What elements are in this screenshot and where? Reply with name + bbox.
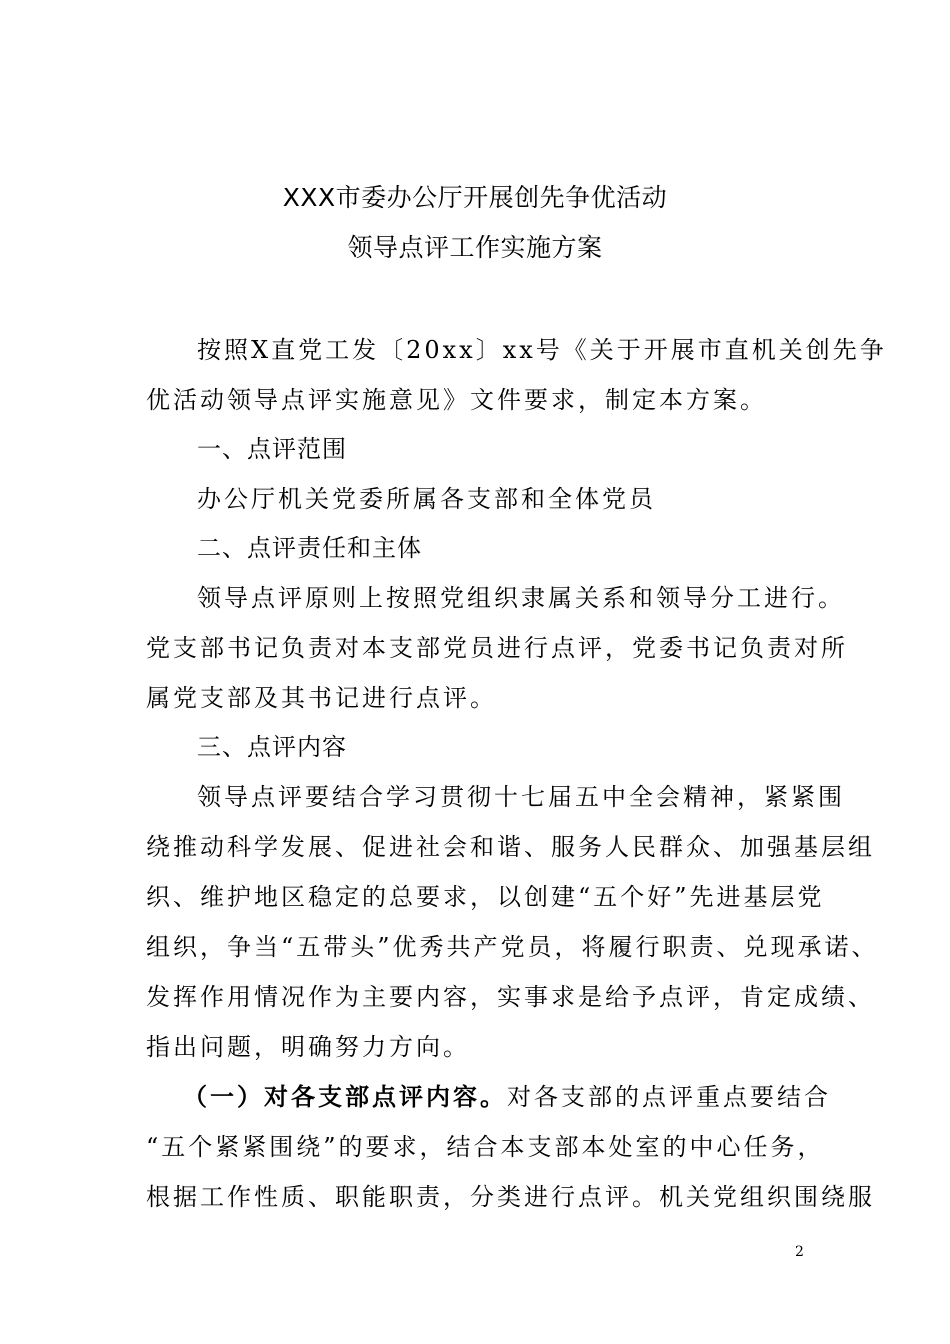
section-3-line-2: 绕推动科学发展、促进社会和谐、服务人民群众、加强基层组 <box>146 833 875 861</box>
section-3-heading: 三、点评内容 <box>197 733 347 761</box>
subsection-1-bold-lead: （一）对各支部点评内容。 <box>183 1082 507 1111</box>
section-1-heading: 一、点评范围 <box>197 435 347 463</box>
subsection-1-line-1 <box>183 1081 831 1113</box>
intro-line-1: 按照X直党工发〔20xx〕xx号《关于开展市直机关创先争 <box>197 336 887 364</box>
section-2-heading: 二、点评责任和主体 <box>197 534 422 562</box>
intro-line-2: 优活动领导点评实施意见》文件要求，制定本方案。 <box>146 386 767 414</box>
section-3-line-6: 指出问题，明确努力方向。 <box>146 1033 470 1061</box>
subsection-1-line-1-rest: 对各支部的点评重点要结合 <box>507 1083 831 1111</box>
document-title-line-2: 领导点评工作实施方案 <box>347 233 603 262</box>
section-3-line-1: 领导点评要结合学习贯彻十七届五中全会精神，紧紧围 <box>197 783 845 811</box>
subsection-1-line-3: 根据工作性质、职能职责，分类进行点评。机关党组织围绕服 <box>146 1183 875 1211</box>
document-title-line-1: XXX市委办公厅开展创先争优活动 <box>282 183 668 212</box>
section-2-line-2: 党支部书记负责对本支部党员进行点评，党委书记负责对所 <box>146 634 848 662</box>
section-2-line-3: 属党支部及其书记进行点评。 <box>146 684 497 712</box>
page-number: 2 <box>795 1244 804 1260</box>
section-1-line-1: 办公厅机关党委所属各支部和全体党员 <box>197 485 656 513</box>
section-3-line-5: 发挥作用情况作为主要内容，实事求是给予点评，肯定成绩、 <box>146 983 875 1011</box>
section-2-line-1: 领导点评原则上按照党组织隶属关系和领导分工进行。 <box>197 584 845 612</box>
section-3-line-3: 织、维护地区稳定的总要求，以创建“五个好”先进基层党 <box>146 883 825 911</box>
section-3-line-4: 组织，争当“五带头”优秀共产党员，将履行职责、兑现承诺、 <box>146 933 879 961</box>
subsection-1-line-2: “五个紧紧围绕”的要求，结合本支部本处室的中心任务， <box>146 1133 825 1161</box>
